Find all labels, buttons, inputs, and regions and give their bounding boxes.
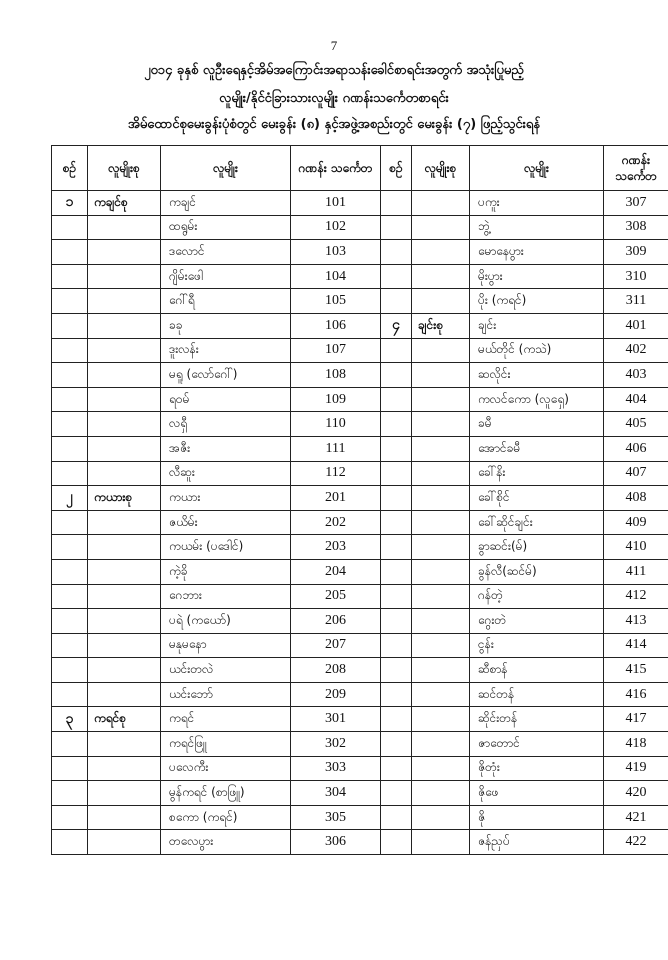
ethnicity-cell: ကရင်: [161, 707, 291, 732]
ethnicity-cell: မရူ (လော်ဂေါ်): [161, 363, 291, 388]
code-cell: 422: [604, 830, 668, 855]
code-cell: 303: [291, 756, 381, 781]
group-cell: [412, 609, 470, 634]
table-row: [52, 289, 668, 314]
ethnicity-cell: ကယား: [161, 486, 291, 511]
ethnicity-cell: အဇီး: [161, 436, 291, 461]
code-cell: 104: [291, 264, 381, 289]
group-cell: ချင်းစု: [412, 313, 470, 338]
code-cell: 407: [604, 461, 668, 486]
ethnicity-cell: ယင်းတလဲ: [161, 658, 291, 683]
code-cell: 408: [604, 486, 668, 511]
table-row: [52, 215, 668, 240]
seq-cell: ၂: [52, 486, 88, 511]
seq-cell: [52, 510, 88, 535]
ethnicity-cell: ဂေါ်ရီ: [161, 289, 291, 314]
code-cell: 102: [291, 215, 381, 240]
group-cell: [412, 412, 470, 437]
group-cell: [88, 412, 161, 437]
ethnicity-cell: ကချင်: [161, 191, 291, 216]
code-cell: 103: [291, 240, 381, 265]
document-instruction: အိမ်ထောင်စုမေးခွန်းပုံစံတွင် မေးခွန်း (၈) နှင့်အဖွဲ့အစည်းတွင် မေးခွန်း (၇) ဖြည့်သွင်းရန်: [127, 117, 541, 132]
code-cell: 109: [291, 387, 381, 412]
table-row: [52, 240, 668, 265]
seq-cell: [52, 658, 88, 683]
ethnicity-cell: ခွာဆင်း(မ်): [470, 535, 604, 560]
group-cell: [88, 756, 161, 781]
seq-cell: [52, 338, 88, 363]
code-cell: 202: [291, 510, 381, 535]
group-cell: [412, 658, 470, 683]
seq-cell: [52, 387, 88, 412]
group-cell: ကရင်စု: [88, 707, 161, 732]
code-cell: 206: [291, 609, 381, 634]
header-ethnicity: လူမျိုး: [470, 146, 604, 191]
code-cell: 306: [291, 830, 381, 855]
group-cell: [88, 584, 161, 609]
table-row: [52, 781, 668, 806]
group-cell: [88, 633, 161, 658]
code-cell: 107: [291, 338, 381, 363]
code-cell: 304: [291, 781, 381, 806]
ethnicity-cell: ကလင်ကော (လူရှေ): [470, 387, 604, 412]
group-cell: [412, 535, 470, 560]
group-cell: [88, 240, 161, 265]
code-cell: 414: [604, 633, 668, 658]
ethnicity-cell: ဆလိုင်း: [470, 363, 604, 388]
seq-cell: [381, 215, 412, 240]
header-code: ဂဏန်း သင်္ကေတ: [604, 146, 668, 191]
code-cell: 204: [291, 559, 381, 584]
ethnicity-cell: ဆင်တန်: [470, 682, 604, 707]
code-cell: 207: [291, 633, 381, 658]
seq-cell: ၃: [52, 707, 88, 732]
group-cell: [412, 682, 470, 707]
table-row: [52, 510, 668, 535]
seq-cell: [381, 363, 412, 388]
seq-cell: [52, 215, 88, 240]
seq-cell: [381, 732, 412, 757]
code-cell: 307: [604, 191, 668, 216]
ethnicity-cell: ဒလောင်: [161, 240, 291, 265]
group-cell: [88, 781, 161, 806]
table-row: [52, 559, 668, 584]
code-cell: 305: [291, 805, 381, 830]
ethnicity-cell: ဇန်ညှပ်: [470, 830, 604, 855]
document-title: ၂၀၁၄ ခုနှစ် လူဦးရေနှင့်အိမ်အကြောင်းအရာသန်းခေါင်စာရင်းအတွက် အသုံးပြုမည့်: [144, 63, 524, 78]
group-cell: [88, 461, 161, 486]
table-row: [52, 658, 668, 683]
seq-cell: [381, 781, 412, 806]
seq-cell: [381, 658, 412, 683]
seq-cell: [381, 707, 412, 732]
group-cell: [88, 682, 161, 707]
table-row: [52, 707, 668, 732]
table-row: [52, 756, 668, 781]
seq-cell: [381, 584, 412, 609]
group-cell: [412, 436, 470, 461]
group-cell: [412, 215, 470, 240]
ethnicity-cell: ပလေကီး: [161, 756, 291, 781]
group-cell: [412, 387, 470, 412]
document-subtitle: လူမျိုး/နိုင်ငံခြားသားလူမျိုး ဂဏန်းသင်္ကေတစာရင်း: [219, 91, 449, 106]
group-cell: [88, 338, 161, 363]
code-cell: 311: [604, 289, 668, 314]
code-cell: 301: [291, 707, 381, 732]
seq-cell: [381, 805, 412, 830]
seq-cell: [381, 510, 412, 535]
ethnicity-cell: ဇို: [470, 805, 604, 830]
seq-cell: [381, 486, 412, 511]
group-cell: [88, 732, 161, 757]
ethnicity-cell: ဘွဲ့: [470, 215, 604, 240]
code-cell: 411: [604, 559, 668, 584]
group-cell: [88, 363, 161, 388]
code-cell: 209: [291, 682, 381, 707]
code-cell: 112: [291, 461, 381, 486]
seq-cell: [381, 191, 412, 216]
group-cell: [412, 732, 470, 757]
code-cell: 308: [604, 215, 668, 240]
seq-cell: [52, 805, 88, 830]
seq-cell: [52, 682, 88, 707]
ethnicity-cell: တလေပွား: [161, 830, 291, 855]
ethnicity-cell: ဇာတောင်: [470, 732, 604, 757]
seq-cell: [52, 781, 88, 806]
code-cell: 108: [291, 363, 381, 388]
code-cell: 412: [604, 584, 668, 609]
group-cell: ကယားစု: [88, 486, 161, 511]
ethnicity-cell: ခေါ်နိး: [470, 461, 604, 486]
seq-cell: [52, 609, 88, 634]
seq-cell: [381, 412, 412, 437]
table-row: [52, 412, 668, 437]
ethnicity-cell: ကယမ်း (ပဒေါင်): [161, 535, 291, 560]
table-row: [52, 338, 668, 363]
group-cell: [88, 609, 161, 634]
code-cell: 402: [604, 338, 668, 363]
seq-cell: [381, 609, 412, 634]
header-group: လူမျိုးစု: [88, 146, 161, 191]
ethnicity-cell: မနုမနော: [161, 633, 291, 658]
group-cell: [88, 559, 161, 584]
seq-cell: [381, 240, 412, 265]
seq-cell: [52, 756, 88, 781]
ethnicity-cell: စကော (ကရင်): [161, 805, 291, 830]
seq-cell: [52, 313, 88, 338]
group-cell: [412, 264, 470, 289]
ethnicity-cell: ကရင်ဖြူ: [161, 732, 291, 757]
table-row: [52, 830, 668, 855]
ethnicity-cell: ထရွမ်း: [161, 215, 291, 240]
table-row: [52, 732, 668, 757]
ethnicity-cell: ခခု: [161, 313, 291, 338]
ethnicity-cell: ရဝမ်: [161, 387, 291, 412]
ethnicity-cell: ငွန်း: [470, 633, 604, 658]
ethnicity-cell: ခေါ်ဆိုင်ချင်း: [470, 510, 604, 535]
ethnicity-cell: ဇယိမ်း: [161, 510, 291, 535]
ethnicity-cell: ဇိုတုံး: [470, 756, 604, 781]
ethnicity-cell: ဂျိမ်းဖေါ: [161, 264, 291, 289]
code-cell: 415: [604, 658, 668, 683]
code-cell: 405: [604, 412, 668, 437]
group-cell: [412, 363, 470, 388]
group-cell: [88, 215, 161, 240]
ethnicity-cell: ပကူး: [470, 191, 604, 216]
ethnicity-cell: ဂွေးတဲ: [470, 609, 604, 634]
table-row: [52, 805, 668, 830]
code-cell: 205: [291, 584, 381, 609]
group-cell: [412, 830, 470, 855]
seq-cell: [381, 461, 412, 486]
ethnicity-code-table: [51, 145, 668, 855]
ethnicity-cell: အောင်ခမီ: [470, 436, 604, 461]
code-cell: 401: [604, 313, 668, 338]
table-row: [52, 191, 668, 216]
group-cell: [412, 781, 470, 806]
table-row: [52, 461, 668, 486]
seq-cell: ၁: [52, 191, 88, 216]
page-number: 7: [330, 38, 338, 53]
seq-cell: [52, 732, 88, 757]
group-cell: [412, 510, 470, 535]
header-code: ဂဏန်း သင်္ကေတ: [291, 146, 381, 191]
ethnicity-cell: မယ်တိုင် (ကသဲ): [470, 338, 604, 363]
seq-cell: [52, 363, 88, 388]
group-cell: ကချင်စု: [88, 191, 161, 216]
table-row: [52, 387, 668, 412]
code-cell: 203: [291, 535, 381, 560]
code-cell: 302: [291, 732, 381, 757]
group-cell: [412, 584, 470, 609]
code-cell: 419: [604, 756, 668, 781]
code-cell: 417: [604, 707, 668, 732]
table-row: [52, 363, 668, 388]
ethnicity-cell: လရှီ: [161, 412, 291, 437]
group-cell: [88, 510, 161, 535]
seq-cell: [52, 535, 88, 560]
group-cell: [88, 289, 161, 314]
seq-cell: [381, 338, 412, 363]
header-ethnicity: လူမျိုး: [161, 146, 291, 191]
code-cell: 409: [604, 510, 668, 535]
seq-cell: [52, 240, 88, 265]
seq-cell: [52, 412, 88, 437]
group-cell: [412, 559, 470, 584]
code-cell: 111: [291, 436, 381, 461]
group-cell: [412, 461, 470, 486]
code-cell: 110: [291, 412, 381, 437]
table-row: [52, 633, 668, 658]
seq-cell: [52, 289, 88, 314]
ethnicity-cell: ဂန်တဲ့: [470, 584, 604, 609]
seq-cell: [381, 436, 412, 461]
ethnicity-cell: ဇိုဖေ: [470, 781, 604, 806]
code-cell: 101: [291, 191, 381, 216]
ethnicity-cell: မွန်ကရင် (စာဖြူ): [161, 781, 291, 806]
group-cell: [412, 191, 470, 216]
code-cell: 105: [291, 289, 381, 314]
seq-cell: [52, 559, 88, 584]
seq-cell: [52, 830, 88, 855]
seq-cell: [52, 461, 88, 486]
group-cell: [412, 289, 470, 314]
table-header-row: [52, 146, 668, 191]
group-cell: [412, 633, 470, 658]
table-row: [52, 486, 668, 511]
group-cell: [88, 436, 161, 461]
ethnicity-cell: ခွန်လီ(ဆင်မ်): [470, 559, 604, 584]
seq-cell: [52, 264, 88, 289]
code-cell: 208: [291, 658, 381, 683]
header-group: လူမျိုးစု: [412, 146, 470, 191]
table-row: [52, 584, 668, 609]
group-cell: [88, 264, 161, 289]
table-row: [52, 682, 668, 707]
seq-cell: [381, 559, 412, 584]
code-cell: 418: [604, 732, 668, 757]
seq-cell: [381, 633, 412, 658]
table-row: [52, 535, 668, 560]
seq-cell: [381, 289, 412, 314]
ethnicity-cell: ဒူးလန်း: [161, 338, 291, 363]
code-cell: 404: [604, 387, 668, 412]
seq-cell: [381, 535, 412, 560]
ethnicity-cell: ပိုး (ကရင်): [470, 289, 604, 314]
code-cell: 403: [604, 363, 668, 388]
code-cell: 413: [604, 609, 668, 634]
code-cell: 309: [604, 240, 668, 265]
seq-cell: [381, 264, 412, 289]
seq-cell: [381, 682, 412, 707]
ethnicity-cell: ကဲ့ခို: [161, 559, 291, 584]
ethnicity-cell: ခေါ်စိုင်: [470, 486, 604, 511]
group-cell: [88, 658, 161, 683]
ethnicity-cell: ဆိုင်းတန်: [470, 707, 604, 732]
ethnicity-cell: ယင်းဘော်: [161, 682, 291, 707]
code-cell: 201: [291, 486, 381, 511]
group-cell: [412, 338, 470, 363]
ethnicity-cell: ခမီ: [470, 412, 604, 437]
code-cell: 421: [604, 805, 668, 830]
group-cell: [412, 805, 470, 830]
group-cell: [88, 535, 161, 560]
group-cell: [88, 387, 161, 412]
seq-cell: [381, 756, 412, 781]
group-cell: [88, 830, 161, 855]
seq-cell: [52, 633, 88, 658]
code-cell: 106: [291, 313, 381, 338]
table-row: [52, 436, 668, 461]
code-cell: 410: [604, 535, 668, 560]
header-seq: စဥ်: [381, 146, 412, 191]
group-cell: [88, 313, 161, 338]
table-row: [52, 609, 668, 634]
group-cell: [88, 805, 161, 830]
seq-cell: [381, 387, 412, 412]
ethnicity-cell: ဆီစာန်: [470, 658, 604, 683]
ethnicity-cell: မိုးပွား: [470, 264, 604, 289]
group-cell: [412, 756, 470, 781]
seq-cell: ၄: [381, 313, 412, 338]
code-cell: 406: [604, 436, 668, 461]
seq-cell: [52, 436, 88, 461]
table-row: [52, 264, 668, 289]
ethnicity-cell: ဂေဘား: [161, 584, 291, 609]
ethnicity-cell: လီဆူး: [161, 461, 291, 486]
code-cell: 416: [604, 682, 668, 707]
code-cell: 310: [604, 264, 668, 289]
ethnicity-cell: ချင်း: [470, 313, 604, 338]
code-cell: 420: [604, 781, 668, 806]
table-row: [52, 313, 668, 338]
ethnicity-cell: ပရဲ (ကယော်): [161, 609, 291, 634]
header-seq: စဥ်: [52, 146, 88, 191]
seq-cell: [52, 584, 88, 609]
group-cell: [412, 240, 470, 265]
group-cell: [412, 486, 470, 511]
group-cell: [412, 707, 470, 732]
seq-cell: [381, 830, 412, 855]
ethnicity-cell: မောနေပွား: [470, 240, 604, 265]
